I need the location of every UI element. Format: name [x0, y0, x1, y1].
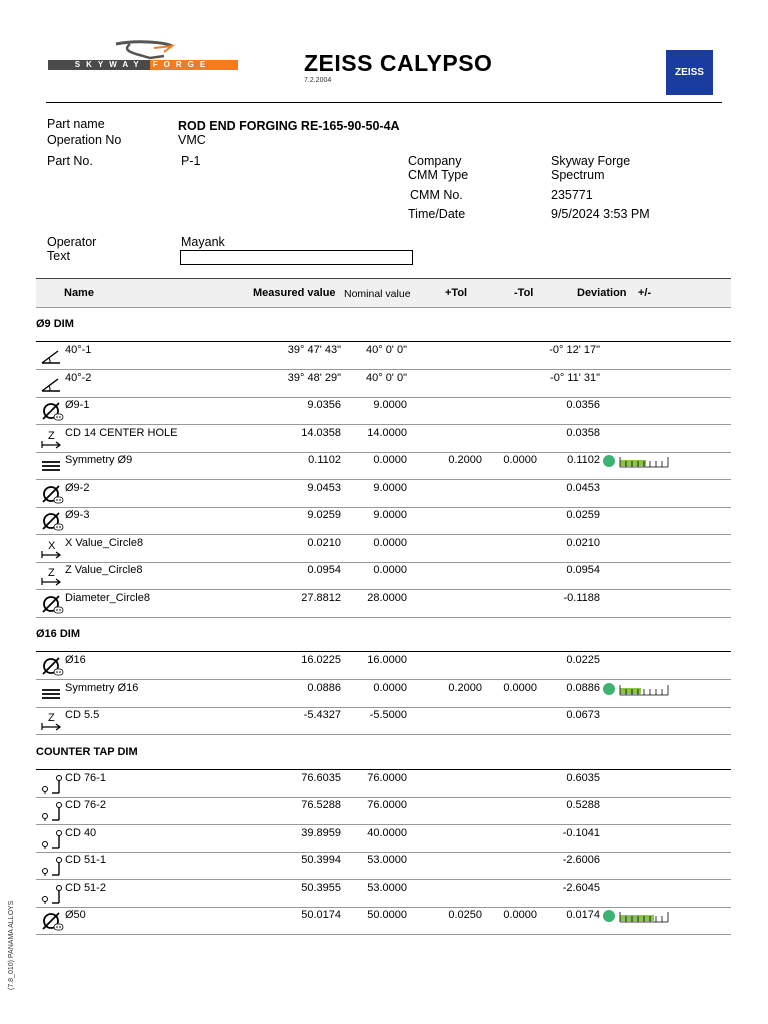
table-row	[36, 425, 731, 453]
feature-name: Symmetry Ø9	[65, 454, 133, 466]
feature-name: Z Value_Circle8	[65, 564, 143, 576]
deviation-value: -0° 12' 17"	[549, 344, 600, 356]
measured-value: 50.0174	[301, 909, 341, 921]
nominal-value: 16.0000	[367, 654, 407, 666]
part-no-label: Part No.	[47, 154, 93, 168]
text-field[interactable]	[180, 250, 413, 265]
part-no-value: P-1	[181, 154, 201, 168]
nominal-value: 0.0000	[373, 454, 407, 466]
minus-tol-value: 0.0000	[503, 909, 537, 921]
measured-value: 39.8959	[301, 826, 341, 839]
svg-text:Z: Z	[48, 712, 55, 724]
measured-value: 0.0954	[307, 564, 341, 576]
measured-value: 39° 48' 29"	[287, 371, 341, 384]
side-footer-text: (7.8_010) PANAMA ALLOYS	[8, 900, 15, 990]
feature-name: Diameter_Circle8	[65, 591, 150, 604]
measured-value: 9.0356	[307, 399, 341, 411]
feature-name: Symmetry Ø16	[65, 681, 139, 694]
nominal-value: 50.0000	[367, 909, 407, 921]
table-row	[36, 507, 731, 535]
nominal-value: 9.0000	[373, 399, 407, 411]
nominal-value: 53.0000	[367, 881, 407, 894]
deviation-value: 0.0174	[566, 909, 600, 921]
operation-label: Operation No	[47, 133, 122, 147]
company-label: Company	[408, 154, 462, 168]
table-row	[36, 907, 731, 935]
distance-icon	[40, 883, 64, 905]
feature-name: CD 51-1	[65, 854, 106, 866]
table-row	[36, 480, 731, 508]
deviation-value: 0.0886	[566, 681, 600, 694]
table-row	[36, 880, 731, 908]
deviation-value: 0.1102	[567, 454, 600, 466]
deviation-value: 0.0453	[566, 481, 600, 494]
nominal-value: 40° 0' 0"	[366, 371, 407, 384]
plus-tol-value: 0.2000	[448, 681, 482, 694]
feature-name: CD 51-2	[65, 881, 106, 894]
nominal-value: 28.0000	[367, 591, 407, 604]
table-row	[36, 652, 731, 680]
plus-tol-value: 0.0250	[448, 909, 482, 921]
cmm-no-label: CMM No.	[410, 188, 463, 202]
nominal-value: 40.0000	[367, 826, 407, 839]
table-header	[36, 278, 731, 308]
cmm-no-value: 235771	[551, 188, 593, 202]
deviation-value: 0.0259	[566, 509, 600, 521]
nominal-value: 53.0000	[367, 854, 407, 866]
svg-text:Z: Z	[48, 567, 55, 579]
symmetry-icon	[40, 683, 64, 705]
time-date-value: 9/5/2024 3:53 PM	[551, 207, 650, 221]
feature-name: CD 76-2	[65, 799, 106, 811]
feature-name: X Value_Circle8	[65, 536, 144, 549]
part-name-label: Part name	[47, 117, 105, 131]
header-divider	[46, 102, 722, 103]
tolerance-gauge	[618, 683, 670, 695]
x-axis-icon	[40, 538, 64, 560]
status-ok-dot	[603, 455, 615, 467]
part-name-value: ROD END FORGING RE-165-90-50-4A	[178, 119, 400, 133]
nominal-value: 0.0000	[373, 681, 407, 694]
feature-name: CD 5.5	[65, 709, 100, 721]
measured-value: 76.6035	[301, 771, 341, 784]
feature-name: 40°-1	[65, 344, 92, 356]
col-plus-tol: +Tol	[445, 287, 468, 299]
version-date: 7.2.2004	[304, 77, 332, 84]
feature-name: Ø16	[65, 654, 86, 666]
section-title: Ø16 DIM	[36, 628, 81, 640]
status-ok-dot	[603, 683, 615, 695]
angle-icon	[40, 373, 64, 395]
operator-value: Mayank	[181, 235, 225, 249]
z-axis-icon	[40, 428, 64, 450]
deviation-value: -0° 11' 31"	[550, 371, 600, 384]
operator-label: Operator	[47, 235, 97, 249]
feature-name: CD 76-1	[65, 771, 106, 784]
measured-value: 50.3955	[301, 881, 341, 894]
table-row	[36, 452, 731, 480]
measured-value: 9.0259	[307, 509, 341, 521]
measured-value: 16.0225	[301, 654, 341, 666]
status-ok-dot	[603, 910, 615, 922]
diameter-icon	[40, 593, 64, 615]
feature-name: Ø50	[65, 909, 86, 921]
zeiss-logo-text: ZEISS	[675, 67, 704, 78]
measured-value: -5.4327	[303, 709, 341, 721]
z-axis-icon	[40, 710, 64, 732]
measured-value: 76.5288	[301, 799, 341, 811]
deviation-value: -2.6045	[562, 881, 600, 894]
plus-tol-value: 0.2000	[448, 454, 482, 466]
diameter-icon	[40, 910, 64, 932]
z-axis-icon	[40, 565, 64, 587]
angle-icon	[40, 345, 64, 367]
measured-value: 0.0886	[307, 681, 341, 694]
table-row	[36, 707, 731, 735]
col-minus-tol: -Tol	[514, 287, 534, 299]
feature-name: CD 14 CENTER HOLE	[65, 426, 178, 439]
feature-name: Ø9-3	[65, 509, 90, 521]
nominal-value: 76.0000	[367, 799, 407, 811]
minus-tol-value: 0.0000	[503, 454, 537, 466]
col-nominal: Nominal value	[344, 288, 411, 300]
table-row	[36, 770, 731, 798]
nominal-value: 0.0000	[373, 564, 407, 576]
time-date-label: Time/Date	[408, 207, 466, 221]
logo-text: SKYWAY FORGE	[74, 60, 212, 69]
nominal-value: 9.0000	[373, 509, 407, 521]
feature-name: Ø9-2	[65, 481, 90, 494]
measured-value: 0.1102	[308, 454, 341, 466]
distance-icon	[40, 773, 64, 795]
table-row	[36, 590, 731, 618]
col-deviation: Deviation	[577, 287, 627, 299]
deviation-value: 0.0356	[566, 399, 600, 411]
nominal-value: 76.0000	[367, 771, 407, 784]
table-row	[36, 680, 731, 708]
deviation-value: 0.0358	[566, 426, 600, 439]
feature-name: 40°-2	[65, 371, 92, 384]
feature-name: Ø9-1	[65, 399, 90, 411]
measured-value: 0.0210	[307, 536, 341, 549]
deviation-value: 0.6035	[566, 771, 600, 784]
cmm-type-label: CMM Type	[408, 168, 469, 182]
nominal-value: 0.0000	[373, 536, 407, 549]
diameter-icon	[40, 655, 64, 677]
section-title: COUNTER TAP DIM	[36, 745, 138, 758]
measured-value: 39° 47' 43"	[287, 344, 341, 356]
report-title: ZEISS CALYPSO	[304, 50, 493, 76]
deviation-value: 0.0954	[566, 564, 600, 576]
operation-value: VMC	[178, 133, 206, 147]
table-row	[36, 825, 731, 853]
table-row	[36, 535, 731, 563]
zeiss-logo	[666, 50, 713, 95]
distance-icon	[40, 800, 64, 822]
table-row	[36, 370, 731, 398]
nominal-value: 9.0000	[373, 481, 407, 494]
deviation-value: -0.1041	[562, 826, 600, 839]
nominal-value: 40° 0' 0"	[366, 344, 407, 356]
svg-text:X: X	[48, 539, 56, 552]
text-label: Text	[47, 249, 70, 263]
measured-value: 27.8812	[301, 591, 341, 604]
company-logo	[46, 38, 240, 100]
measured-value: 50.3994	[301, 854, 341, 866]
diameter-icon	[40, 510, 64, 532]
nominal-value: -5.5000	[369, 709, 407, 721]
measured-value: 14.0358	[301, 426, 341, 439]
section-title: Ø9 DIM	[36, 318, 74, 330]
col-name: Name	[64, 287, 94, 299]
measured-value: 9.0453	[307, 481, 341, 494]
table-row	[36, 342, 731, 370]
svg-text:Z: Z	[48, 429, 55, 442]
tolerance-gauge	[618, 910, 670, 922]
nominal-value: 14.0000	[367, 426, 407, 439]
distance-icon	[40, 828, 64, 850]
diameter-icon	[40, 400, 64, 422]
table-row	[36, 797, 731, 825]
deviation-value: -0.1188	[563, 591, 600, 604]
col-measured: Measured value	[253, 287, 336, 299]
deviation-value: 0.0673	[566, 709, 600, 721]
deviation-value: 0.0225	[566, 654, 600, 666]
diameter-icon	[40, 483, 64, 505]
deviation-value: 0.0210	[566, 536, 600, 549]
deviation-value: 0.5288	[566, 799, 600, 811]
table-row	[36, 562, 731, 590]
feature-name: CD 40	[65, 826, 97, 839]
company-value: Skyway Forge	[551, 154, 631, 168]
table-row	[36, 852, 731, 880]
minus-tol-value: 0.0000	[503, 681, 537, 694]
symmetry-icon	[40, 455, 64, 477]
deviation-value: -2.6006	[562, 854, 600, 866]
distance-icon	[40, 855, 64, 877]
tolerance-gauge	[618, 455, 670, 467]
table-row	[36, 397, 731, 425]
cmm-type-value: Spectrum	[551, 168, 605, 182]
col-plus-minus: +/-	[638, 287, 652, 299]
